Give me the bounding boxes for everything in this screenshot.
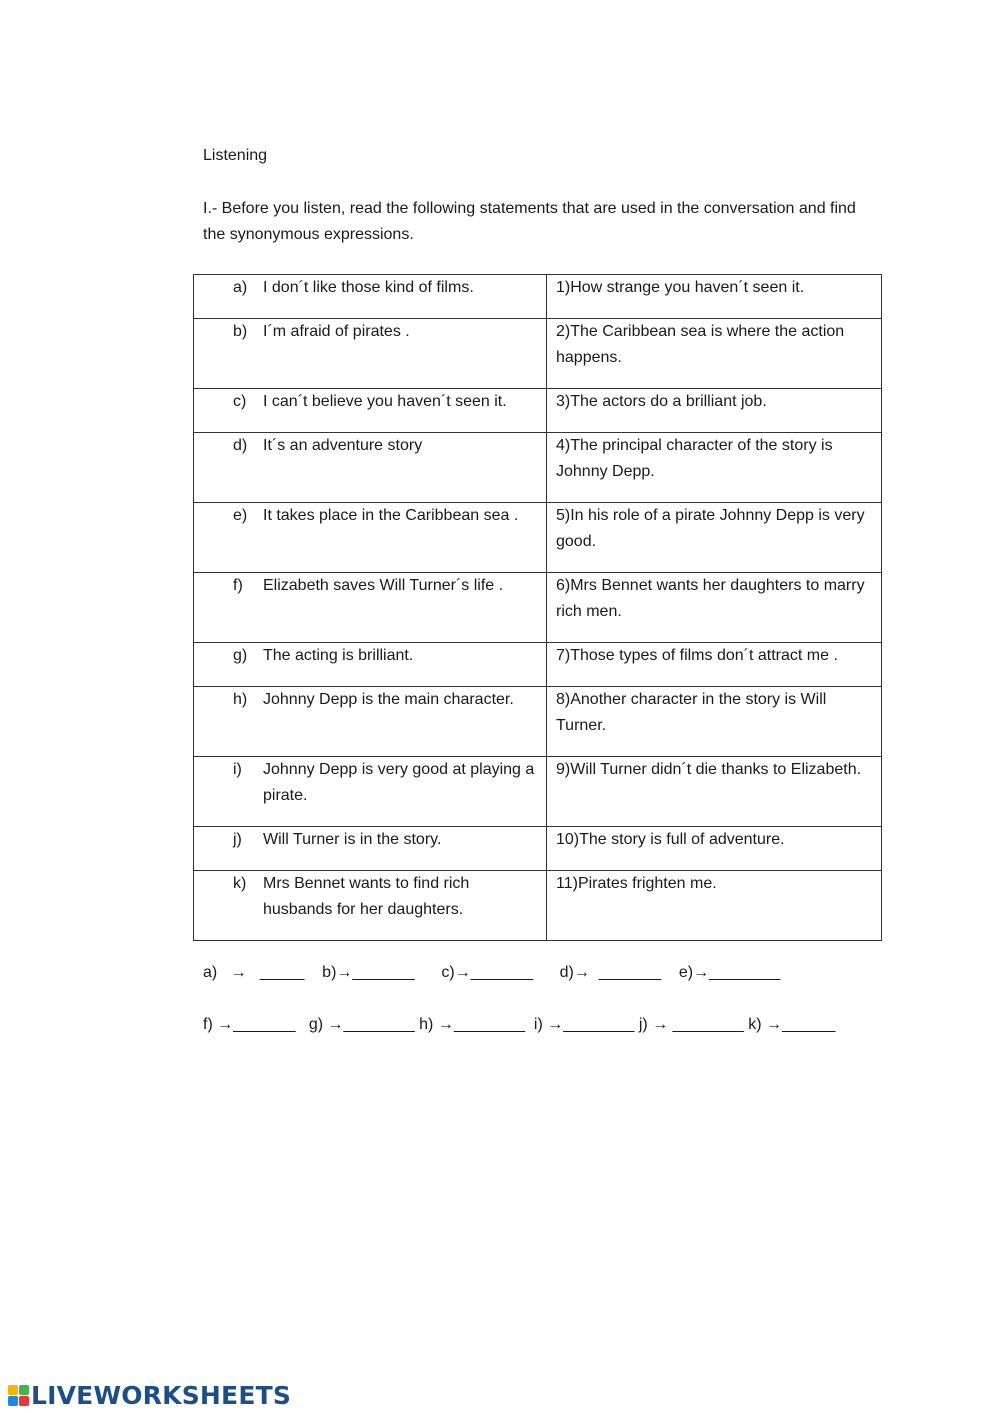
table-row: [194, 757, 882, 827]
statement-text: Mrs Bennet wants to find rich husbands for her daughters.: [263, 875, 470, 918]
statement-cell: [194, 275, 547, 319]
synonym-text: 4)The principal character of the story is Johnny Depp.: [556, 437, 833, 480]
table-row: [194, 433, 882, 503]
statement-cell: [194, 433, 547, 503]
table-row: [194, 827, 882, 871]
synonym-cell: [547, 687, 882, 757]
statement-text: Elizabeth saves Will Turner´s life .: [263, 577, 504, 594]
statement-text: I don´t like those kind of films.: [263, 279, 474, 296]
statement-text: It´s an adventure story: [263, 437, 423, 454]
statement-cell: [194, 319, 547, 389]
page-heading: Listening: [203, 147, 268, 164]
synonym-text: 6)Mrs Bennet wants her daughters to marry rich men.: [556, 577, 865, 620]
synonym-text: 2)The Caribbean sea is where the action happens.: [556, 323, 845, 366]
statement-letter: g): [233, 647, 248, 664]
table-row: [194, 389, 882, 433]
statement-text: I can´t believe you haven´t seen it.: [263, 393, 507, 410]
statement-cell: [194, 389, 547, 433]
statement-cell: [194, 503, 547, 573]
table-row: [194, 871, 882, 941]
statement-letter: b): [233, 323, 248, 340]
table-row: [194, 503, 882, 573]
synonym-cell: [547, 389, 882, 433]
synonym-cell: [547, 757, 882, 827]
synonym-text: 5)In his role of a pirate Johnny Depp is very good.: [556, 507, 865, 550]
statement-cell: [194, 643, 547, 687]
synonym-text: 10)The story is full of adventure.: [556, 831, 785, 848]
statement-letter: e): [233, 507, 248, 524]
synonym-text: 9)Will Turner didn´t die thanks to Elizabeth.: [556, 761, 862, 778]
matching-table: [193, 274, 882, 941]
statement-cell: [194, 871, 547, 941]
statement-letter: j): [233, 831, 242, 848]
statement-text: Johnny Depp is the main character.: [263, 691, 514, 708]
synonym-text: 11)Pirates frighten me.: [556, 875, 717, 892]
synonym-cell: [547, 643, 882, 687]
statement-text: It takes place in the Caribbean sea .: [263, 507, 519, 524]
instruction-text: I.- Before you listen, read the following statements that are used in the conversation and find the synonymous expressions.: [203, 200, 856, 243]
synonym-cell: [547, 503, 882, 573]
table-row: [194, 573, 882, 643]
statement-letter: i): [233, 761, 242, 778]
logo-icon: [8, 1385, 29, 1406]
synonym-text: 1)How strange you haven´t seen it.: [556, 279, 805, 296]
statement-cell: [194, 687, 547, 757]
answer-line-2[interactable]: f) →_______ g) →________ h) →________ i) →________ j) → ________ k) →______: [203, 1016, 836, 1033]
synonym-cell: [547, 433, 882, 503]
table-row: [194, 275, 882, 319]
synonym-text: 7)Those types of films don´t attract me .: [556, 647, 838, 664]
statement-text: I´m afraid of pirates .: [263, 323, 410, 340]
statement-letter: c): [233, 393, 247, 410]
logo-text: LIVEWORKSHEETS: [31, 1380, 292, 1410]
answer-line-1[interactable]: a) → _____ b)→_______ c)→_______ d)→ _______ e)→________: [203, 964, 781, 981]
table-row: [194, 319, 882, 389]
statement-letter: h): [233, 691, 248, 708]
statement-text: The acting is brilliant.: [263, 647, 414, 664]
statement-text: Johnny Depp is very good at playing a pirate.: [263, 761, 535, 804]
synonym-cell: [547, 573, 882, 643]
statement-letter: k): [233, 875, 247, 892]
synonym-text: 8)Another character in the story is Will Turner.: [556, 691, 827, 734]
statement-cell: [194, 757, 547, 827]
statement-letter: a): [233, 279, 248, 296]
statement-letter: f): [233, 577, 243, 594]
synonym-text: 3)The actors do a brilliant job.: [556, 393, 767, 410]
table-row: [194, 687, 882, 757]
statement-text: Will Turner is in the story.: [263, 831, 442, 848]
statement-cell: [194, 827, 547, 871]
synonym-cell: [547, 319, 882, 389]
liveworksheets-logo: [8, 1380, 291, 1410]
statement-letter: d): [233, 437, 248, 454]
statement-cell: [194, 573, 547, 643]
synonym-cell: [547, 871, 882, 941]
table-row: [194, 643, 882, 687]
synonym-cell: [547, 275, 882, 319]
synonym-cell: [547, 827, 882, 871]
